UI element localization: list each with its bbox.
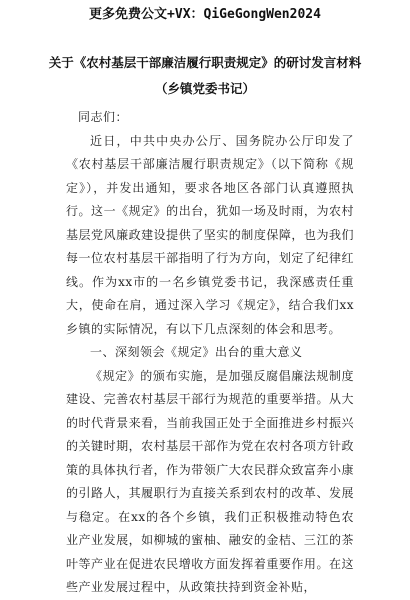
promo-header: 更多免费公文+VX：QiGeGongWen2024: [89, 7, 321, 22]
section-paragraph: 《规定》的颁布实施，是加强反腐倡廉法规制度建设、完善农村基层干部行为规范的重要举措。从大的时代背景来看，当前我国正处于全面推进乡村振兴的关键时期，农村基层干部作为党在农村各项方针政策的具体执行者，作为带领广大农民群众致富奔小康的引路人，其履职行为直接关系到农村的改革、发展与稳定。在xx的各个乡镇，我们正积极推动特色农业产业发展，如柳城的蜜柚、融安的金桔、三江的茶叶等产业在促进农民增收方面发挥着重要作用。在这些产业发展过程中，从政策扶持到资金补贴，: [66, 368, 354, 594]
document-subtitle: （乡镇党委书记）: [154, 81, 255, 96]
document-title: 关于《农村基层干部廉洁履行职责规定》的研讨发言材料: [48, 55, 362, 70]
document-body: [66, 106, 354, 600]
greeting: 同志们：: [78, 110, 129, 124]
body-paragraph: 近日，中共中央办公厅、国务院办公厅印发了《农村基层干部廉洁履行职责规定》（以下简称《规定》），并发出通知，要求各地区各部门认真遵照执行。这一《规定》的出台，犹如一场及时雨，为农村基层党风廉政建设提供了坚实的制度保障，也为我们每一位农村基层干部指明了行为方向，划定了纪律红线。作为xx市的一名乡镇党委书记，我深感责任重大，使命在肩，通过深入学习《规定》，结合我们xx乡镇的实际情况，有以下几点深刻的体会和思考。: [66, 133, 354, 336]
section-heading: 一、深刻领会《规定》出台的重大意义: [90, 345, 303, 359]
